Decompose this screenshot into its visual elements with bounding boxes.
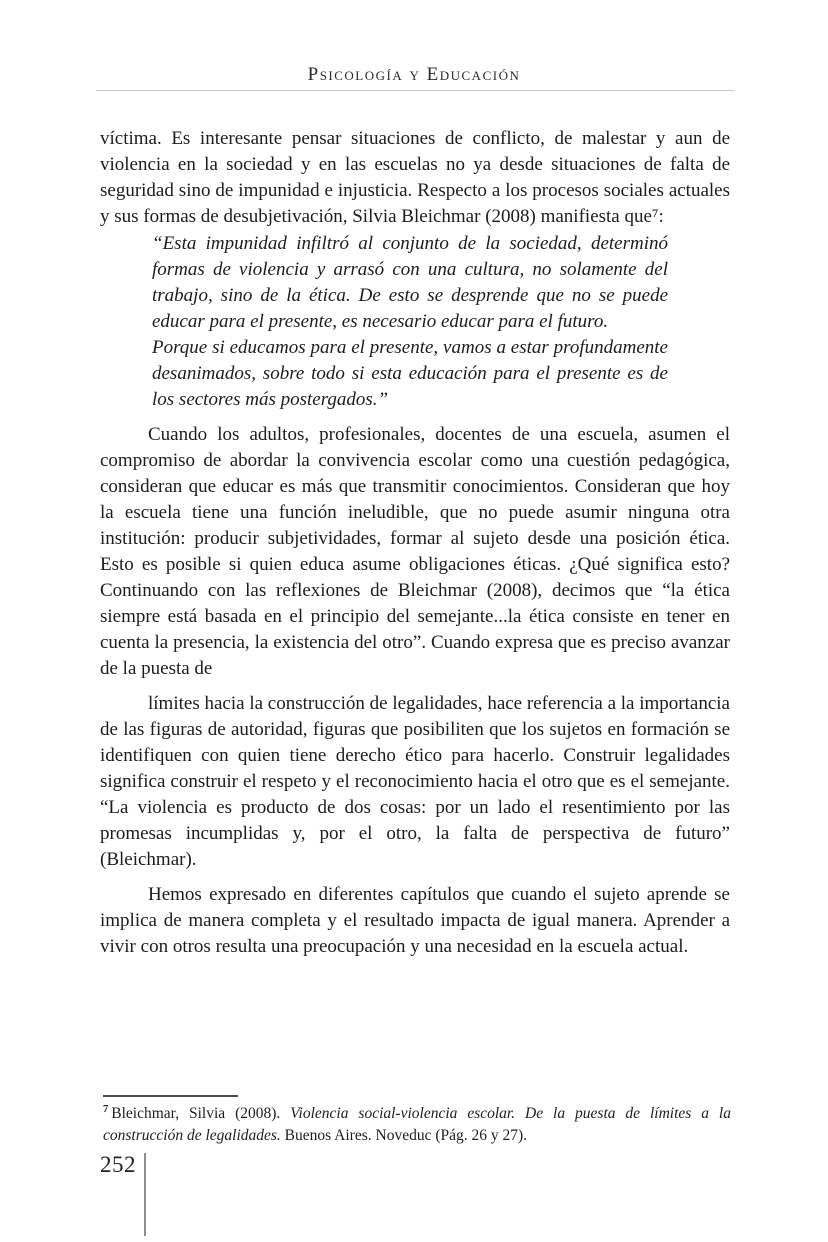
footnote-author: Bleichmar, Silvia (2008). [111, 1105, 291, 1122]
footnote-divider-rule [103, 1095, 238, 1097]
footnote-marker: 7 [103, 1103, 109, 1115]
blockquote-part-1: “Esta impunidad infiltró al conjunto de la sociedad, determinó formas de violencia y arrasó con una cultura, no solamente del trabajo, sino de la ética. De esto se desprende que no se puede educar para el presente, es necesario educar para el futuro. [152, 233, 668, 332]
footnote-book-title: Violencia social-violencia escolar. De la puesta de límites a la construcción de legalidades. [103, 1105, 731, 1144]
paragraph-1: víctima. Es interesante pensar situaciones de conflicto, de malestar y aun de violencia en la sociedad y en las escuelas no ya desde situaciones de falta de seguridad sino de impunidad e injusticia. Respecto a los procesos sociales actuales y sus formas de desubjetivación, Silvia Bleichmar (2008) manifiesta que⁷: [100, 128, 730, 227]
paragraph-2: Cuando los adultos, profesionales, docentes de una escuela, asumen el compromiso de abordar la convivencia escolar como una cuestión pedagógica, consideran que educar es más que transmitir conocimientos. Consideran que hoy la escuela tiene una función ineludible, que no puede asumir ninguna otra institución: producir subjetividades, formar al sujeto desde una posición ética. Esto es posible si quien educa asume obligaciones éticas. ¿Qué significa esto? Continuando con las reflexiones de Bleichmar (2008), decimos que “la ética siempre está basada en el principio del semejante...la ética consiste en tener en cuenta la presencia, la existencia del otro”. Cuando expresa que es preciso avanzar de la puesta de [100, 424, 730, 679]
footer-vertical-rule [144, 1153, 146, 1236]
page-number: 252 [100, 1152, 136, 1177]
footnote-publisher: Buenos Aires. Noveduc (Pág. 26 y 27). [280, 1127, 528, 1144]
running-header-title: Psicología y Educación [307, 64, 521, 85]
bleichmar-blockquote [152, 231, 668, 413]
blockquote-part-2: Porque si educamos para el presente, vamos a estar profundamente desanimados, sobre todo si esta educación para el presente es de los sectores más postergados.” [152, 337, 668, 410]
body-text [100, 126, 730, 960]
footnote-7 [103, 1103, 731, 1147]
header-divider-rule [96, 90, 734, 91]
paragraph-3: límites hacia la construcción de legalidades, hace referencia a la importancia de las figuras de autoridad, figuras que posibiliten que los sujetos en formación se identifiquen con quien tiene derecho ético para hacerlo. Construir legalidades significa construir el respeto y el reconocimiento hacia el otro que es el semejante. “La violencia es producto de dos cosas: por un lado el resentimiento por las promesas incumplidas y, por el otro, la falta de perspectiva de futuro” (Bleichmar). [100, 693, 730, 870]
paragraph-4: Hemos expresado en diferentes capítulos que cuando el sujeto aprende se implica de manera completa y el resultado impacta de igual manera. Aprender a vivir con otros resulta una preocupación y una necesidad en la escuela actual. [100, 884, 730, 957]
